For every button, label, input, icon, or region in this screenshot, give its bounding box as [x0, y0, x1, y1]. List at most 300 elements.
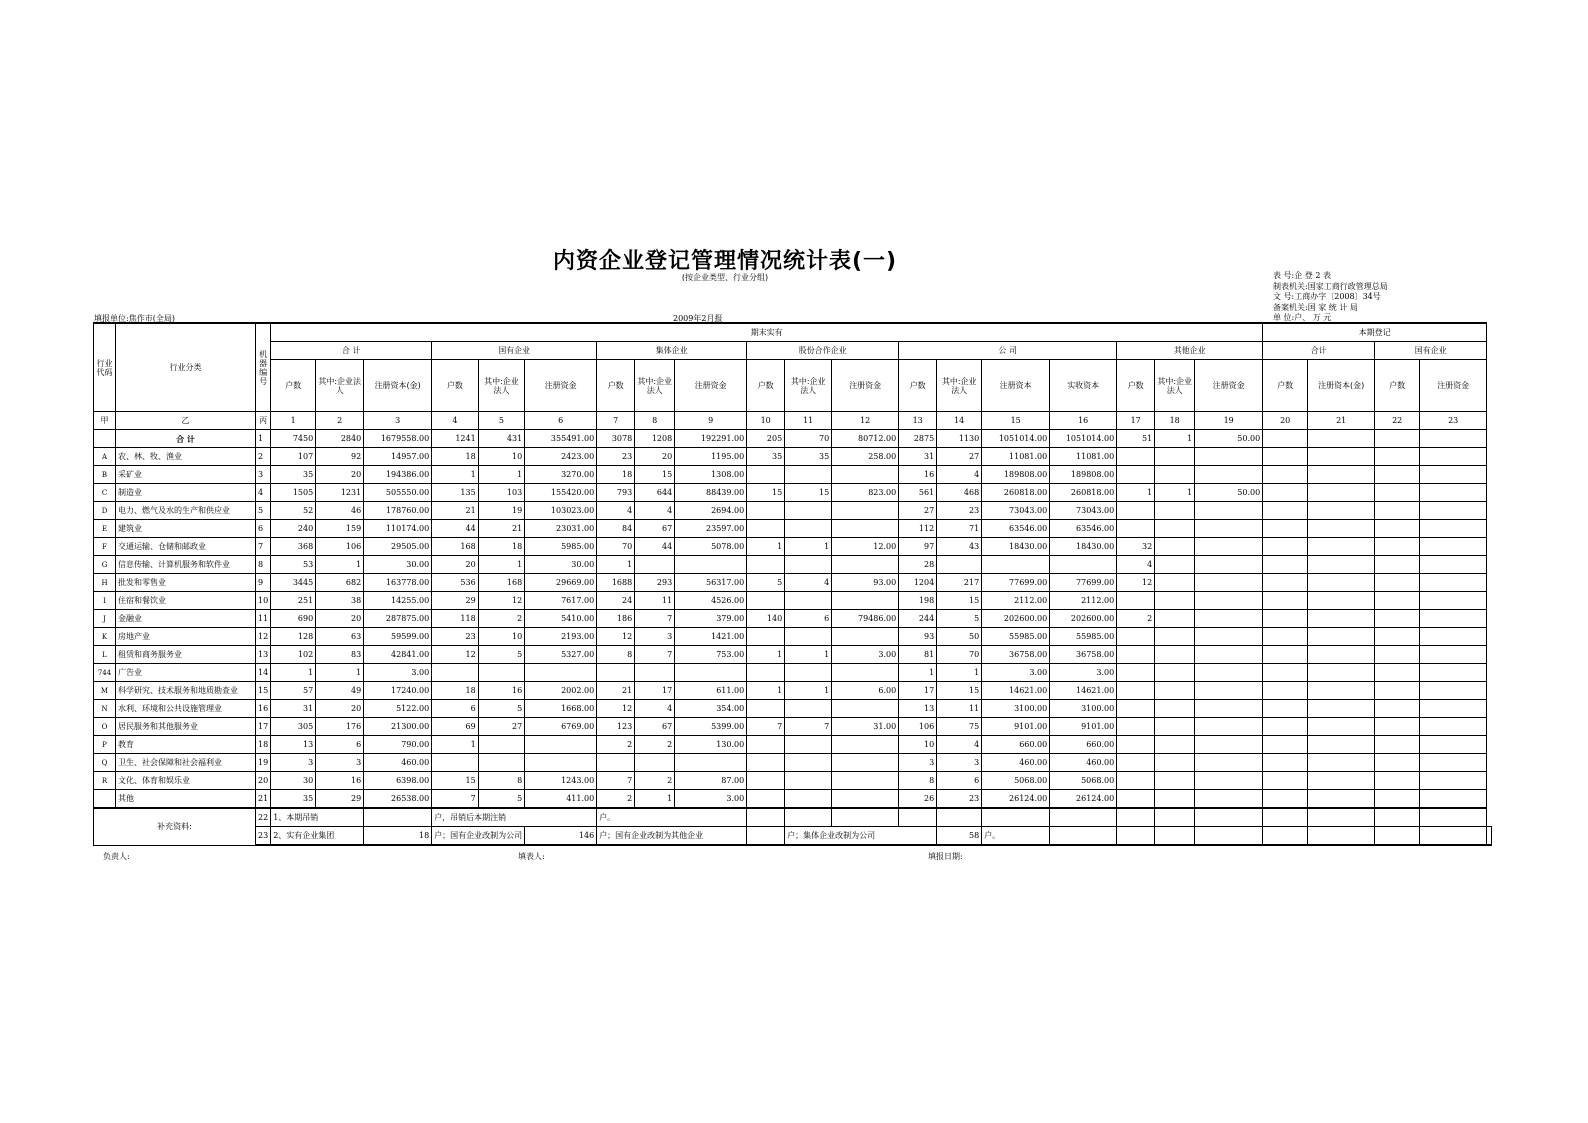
value-cell [1195, 772, 1263, 790]
value-cell: 130.00 [675, 736, 747, 754]
value-cell: 793 [597, 484, 635, 502]
value-cell: 3.00 [832, 646, 899, 664]
index-cell: 18 [1155, 412, 1195, 430]
value-cell: 18430.00 [982, 538, 1050, 556]
value-cell [832, 772, 899, 790]
value-cell: 7 [432, 790, 479, 809]
fill-unit: 填报单位:焦作市(全局) [94, 314, 175, 323]
value-cell: 30.00 [525, 556, 597, 574]
value-cell: 1 [271, 664, 316, 682]
value-cell [1308, 520, 1375, 538]
subheader-hu: 户数 [432, 360, 479, 412]
industry-code: H [94, 574, 116, 592]
supp-empty-cell [1420, 827, 1487, 846]
value-cell: 24 [597, 592, 635, 610]
value-cell [1420, 700, 1487, 718]
value-cell: 2 [478, 610, 525, 628]
industry-name: 其他 [116, 790, 256, 809]
value-cell [1375, 520, 1420, 538]
value-cell: 71 [937, 520, 982, 538]
value-cell [1155, 556, 1195, 574]
supp-state-to-company-label: 户；国有企业改制为公司 [432, 827, 525, 846]
value-cell [1155, 466, 1195, 484]
value-cell: 11081.00 [1050, 448, 1117, 466]
unit: 单 位:户、 万 元 [1273, 313, 1332, 322]
value-cell [1375, 592, 1420, 610]
value-cell: 1195.00 [675, 448, 747, 466]
value-cell [1375, 574, 1420, 592]
value-cell: 4 [937, 466, 982, 484]
value-cell [1420, 484, 1487, 502]
value-cell: 13 [899, 700, 937, 718]
value-cell: 67 [635, 520, 675, 538]
industry-name: 住宿和餐饮业 [116, 592, 256, 610]
value-cell: 660.00 [982, 736, 1050, 754]
industry-code: B [94, 466, 116, 484]
industry-name: 居民服务和其他服务业 [116, 718, 256, 736]
table-row [94, 502, 1492, 520]
index-cell: 8 [635, 412, 675, 430]
table-row [94, 574, 1492, 592]
value-cell [1308, 790, 1375, 809]
value-cell: 3100.00 [1050, 700, 1117, 718]
value-cell: 5078.00 [675, 538, 747, 556]
table-row [94, 592, 1492, 610]
value-cell: 26124.00 [982, 790, 1050, 809]
supp-revoked-label: 1、本期吊销 [271, 808, 364, 827]
value-cell: 16 [478, 682, 525, 700]
value-cell [1420, 466, 1487, 484]
filler-label: 填表人: [518, 852, 545, 861]
value-cell [832, 664, 899, 682]
value-cell [1195, 448, 1263, 466]
value-cell [1195, 466, 1263, 484]
index-cell: 5 [478, 412, 525, 430]
industry-code: D [94, 502, 116, 520]
table-row [94, 772, 1492, 790]
value-cell [785, 592, 832, 610]
value-cell [1195, 592, 1263, 610]
supp-empty-cell [832, 808, 899, 827]
value-cell: 1679558.00 [364, 430, 432, 448]
value-cell [1195, 790, 1263, 809]
value-cell: 7 [597, 772, 635, 790]
value-cell [1308, 754, 1375, 772]
value-cell: 1 [899, 664, 937, 682]
index-cell: 丙 [256, 412, 271, 430]
form-number: 表 号:企 登 2 表 [1273, 271, 1331, 280]
supp-empty-cell [747, 808, 785, 827]
this-period-header: 本期登记 [1263, 323, 1487, 342]
value-cell: 20 [432, 556, 479, 574]
supp-empty-cell [1117, 827, 1155, 846]
supp-row-number: 22 [256, 808, 271, 827]
value-cell: 29 [316, 790, 364, 809]
group-collective-header: 集体企业 [597, 342, 747, 360]
table-row [94, 754, 1492, 772]
value-cell [1420, 502, 1487, 520]
value-cell: 6.00 [832, 682, 899, 700]
value-cell: 251 [271, 592, 316, 610]
index-cell: 11 [785, 412, 832, 430]
value-cell: 43 [937, 538, 982, 556]
value-cell: 7617.00 [525, 592, 597, 610]
value-cell [1155, 664, 1195, 682]
value-cell: 128 [271, 628, 316, 646]
value-cell [1263, 700, 1308, 718]
value-cell [1155, 718, 1195, 736]
value-cell: 16 [899, 466, 937, 484]
value-cell: 460.00 [982, 754, 1050, 772]
value-cell [1375, 538, 1420, 556]
value-cell [1308, 772, 1375, 790]
value-cell [525, 754, 597, 772]
table-row [94, 610, 1492, 628]
subheader-reg_fund: 注册资金 [832, 360, 899, 412]
value-cell: 15 [937, 682, 982, 700]
value-cell [1263, 610, 1308, 628]
value-cell [1195, 574, 1263, 592]
value-cell: 14255.00 [364, 592, 432, 610]
value-cell: 6398.00 [364, 772, 432, 790]
value-cell: 2 [635, 736, 675, 754]
value-cell: 14957.00 [364, 448, 432, 466]
value-cell: 53 [271, 556, 316, 574]
value-cell [1375, 466, 1420, 484]
value-cell: 189808.00 [1050, 466, 1117, 484]
value-cell [1375, 502, 1420, 520]
index-cell: 3 [364, 412, 432, 430]
value-cell: 44 [432, 520, 479, 538]
value-cell: 1130 [937, 430, 982, 448]
value-cell: 19 [478, 502, 525, 520]
value-cell: 77699.00 [1050, 574, 1117, 592]
value-cell: 431 [478, 430, 525, 448]
value-cell [1420, 790, 1487, 809]
filed-by: 备案机关:国 家 统 计 局 [1273, 302, 1358, 312]
group-total-header: 合 计 [271, 342, 432, 360]
value-cell: 3.00 [1050, 664, 1117, 682]
made-by: 制表机关:国家工商行政管理总局 [1273, 281, 1388, 291]
value-cell: 9101.00 [982, 718, 1050, 736]
industry-code: Q [94, 754, 116, 772]
value-cell [1117, 466, 1155, 484]
value-cell: 2694.00 [675, 502, 747, 520]
value-cell: 50 [937, 628, 982, 646]
index-cell: 13 [899, 412, 937, 430]
value-cell [478, 664, 525, 682]
value-cell: 10 [899, 736, 937, 754]
value-cell [1263, 718, 1308, 736]
value-cell: 2423.00 [525, 448, 597, 466]
index-cell: 22 [1375, 412, 1420, 430]
table-row [94, 718, 1492, 736]
value-cell [1155, 682, 1195, 700]
value-cell: 11 [937, 700, 982, 718]
value-cell [1195, 718, 1263, 736]
industry-name: 卫生、社会保障和社会福利业 [116, 754, 256, 772]
supp-collective-label: 户；集体企业改制为公司 [785, 827, 937, 846]
value-cell: 217 [937, 574, 982, 592]
value-cell [1263, 484, 1308, 502]
value-cell: 1 [1155, 430, 1195, 448]
responsible-label: 负责人: [103, 852, 130, 861]
value-cell: 14621.00 [982, 682, 1050, 700]
supp-empty-cell [1155, 827, 1195, 846]
index-cell: 20 [1263, 412, 1308, 430]
value-cell: 5122.00 [364, 700, 432, 718]
value-cell [1420, 448, 1487, 466]
value-cell [1308, 430, 1375, 448]
value-cell: 202600.00 [1050, 610, 1117, 628]
period-end-header: 期末实有 [271, 323, 1263, 342]
value-cell: 7 [635, 610, 675, 628]
value-cell [832, 790, 899, 809]
value-cell [1263, 592, 1308, 610]
value-cell: 51 [1117, 430, 1155, 448]
supp-state-to-company-value: 146 [525, 827, 597, 846]
value-cell: 155420.00 [525, 484, 597, 502]
value-cell: 31 [271, 700, 316, 718]
value-cell: 23031.00 [525, 520, 597, 538]
value-cell [1155, 772, 1195, 790]
value-cell [1263, 682, 1308, 700]
value-cell: 12.00 [832, 538, 899, 556]
value-cell [1420, 556, 1487, 574]
value-cell [1375, 790, 1420, 809]
value-cell: 81 [899, 646, 937, 664]
group-period-state-header: 国有企业 [1375, 342, 1487, 360]
value-cell: 1688 [597, 574, 635, 592]
value-cell [1420, 574, 1487, 592]
value-cell [1375, 754, 1420, 772]
value-cell [785, 502, 832, 520]
value-cell [832, 700, 899, 718]
value-cell: 1 [747, 646, 785, 664]
value-cell: 192291.00 [675, 430, 747, 448]
value-cell: 6 [316, 736, 364, 754]
value-cell: 12 [478, 592, 525, 610]
value-cell: 411.00 [525, 790, 597, 809]
index-cell: 12 [832, 412, 899, 430]
value-cell: 202600.00 [982, 610, 1050, 628]
value-cell: 50.00 [1195, 430, 1263, 448]
value-cell: 20 [316, 610, 364, 628]
value-cell: 23 [432, 628, 479, 646]
value-cell [747, 754, 785, 772]
value-cell: 790.00 [364, 736, 432, 754]
industry-code: I [94, 592, 116, 610]
value-cell [1155, 448, 1195, 466]
value-cell: 106 [899, 718, 937, 736]
value-cell [1308, 484, 1375, 502]
value-cell: 2 [597, 790, 635, 809]
value-cell: 5 [478, 790, 525, 809]
value-cell: 3445 [271, 574, 316, 592]
value-cell [785, 664, 832, 682]
value-cell [1308, 718, 1375, 736]
value-cell: 35 [785, 448, 832, 466]
value-cell: 97 [899, 538, 937, 556]
supp-revoked-value [364, 808, 432, 827]
value-cell: 44 [635, 538, 675, 556]
value-cell [1117, 664, 1155, 682]
supp-empty-cell [1050, 808, 1117, 827]
value-cell: 12 [432, 646, 479, 664]
industry-code: G [94, 556, 116, 574]
value-cell: 5327.00 [525, 646, 597, 664]
value-cell [832, 466, 899, 484]
supp-state-to-other-label: 户；国有企业改制为其他企业 [597, 827, 747, 846]
value-cell: 31.00 [832, 718, 899, 736]
value-cell [785, 628, 832, 646]
value-cell [1420, 628, 1487, 646]
supp-empty-cell [1487, 827, 1492, 846]
value-cell [1375, 736, 1420, 754]
industry-code: F [94, 538, 116, 556]
value-cell: 189808.00 [982, 466, 1050, 484]
industry-code: N [94, 700, 116, 718]
value-cell [1420, 718, 1487, 736]
page-subtitle: (按企业类型、行业分组) [681, 273, 769, 282]
value-cell [1420, 772, 1487, 790]
supp-group-label: 2、实有企业集团 [271, 827, 364, 846]
value-cell: 1 [1117, 484, 1155, 502]
value-cell: 18 [478, 538, 525, 556]
value-cell: 1 [478, 466, 525, 484]
industry-name: 文化、体育和娱乐业 [116, 772, 256, 790]
value-cell: 6 [937, 772, 982, 790]
value-cell: 69 [432, 718, 479, 736]
value-cell [1195, 538, 1263, 556]
value-cell: 15 [432, 772, 479, 790]
value-cell: 1 [785, 538, 832, 556]
value-cell: 186 [597, 610, 635, 628]
value-cell: 15 [747, 484, 785, 502]
subheader-hu: 户数 [899, 360, 937, 412]
value-cell: 3078 [597, 430, 635, 448]
value-cell: 8 [478, 772, 525, 790]
value-cell [1308, 502, 1375, 520]
value-cell [1195, 664, 1263, 682]
supp-row-number: 23 [256, 827, 271, 846]
supp-state-to-other-value [747, 827, 785, 846]
value-cell [1420, 538, 1487, 556]
value-cell [1195, 556, 1263, 574]
value-cell: 21 [597, 682, 635, 700]
value-cell: 70 [937, 646, 982, 664]
subheader-faren: 其中:企业法人 [785, 360, 832, 412]
value-cell: 1421.00 [675, 628, 747, 646]
value-cell [1420, 610, 1487, 628]
value-cell: 3 [899, 754, 937, 772]
value-cell: 10 [478, 448, 525, 466]
value-cell: 80712.00 [832, 430, 899, 448]
industry-code: O [94, 718, 116, 736]
subheader-reg_cap_total: 注册资本(金) [1308, 360, 1375, 412]
value-cell: 1051014.00 [1050, 430, 1117, 448]
value-cell: 123 [597, 718, 635, 736]
group-period-total-header: 合计 [1263, 342, 1375, 360]
value-cell: 3 [937, 754, 982, 772]
value-cell: 84 [597, 520, 635, 538]
industry-name: 采矿业 [116, 466, 256, 484]
value-cell [1308, 538, 1375, 556]
value-cell [1375, 610, 1420, 628]
supplement-label: 补充资料: [94, 808, 256, 845]
row-number: 8 [256, 556, 271, 574]
value-cell: 1668.00 [525, 700, 597, 718]
value-cell [747, 556, 785, 574]
value-cell: 70 [597, 538, 635, 556]
index-cell: 17 [1117, 412, 1155, 430]
value-cell: 9101.00 [1050, 718, 1117, 736]
subheader-faren: 其中:企业法人 [1155, 360, 1195, 412]
value-cell: 50.00 [1195, 484, 1263, 502]
value-cell: 4 [635, 502, 675, 520]
value-cell: 23 [937, 502, 982, 520]
value-cell [1117, 646, 1155, 664]
value-cell: 2 [597, 736, 635, 754]
value-cell: 79486.00 [832, 610, 899, 628]
subheader-reg_fund: 注册资金 [1420, 360, 1487, 412]
value-cell: 12 [1117, 574, 1155, 592]
index-cell: 15 [982, 412, 1050, 430]
value-cell: 2112.00 [1050, 592, 1117, 610]
value-cell [982, 556, 1050, 574]
index-cell: 6 [525, 412, 597, 430]
value-cell [1195, 754, 1263, 772]
supp-empty-cell [1117, 808, 1155, 827]
value-cell: 823.00 [832, 484, 899, 502]
supp-empty-cell [1155, 808, 1195, 827]
value-cell: 293 [635, 574, 675, 592]
value-cell [1375, 430, 1420, 448]
value-cell [1263, 790, 1308, 809]
value-cell [1155, 700, 1195, 718]
industry-name: 房地产业 [116, 628, 256, 646]
subheader-hu: 户数 [1263, 360, 1308, 412]
value-cell: 12 [597, 700, 635, 718]
index-cell: 23 [1420, 412, 1487, 430]
value-cell: 27 [478, 718, 525, 736]
value-cell [785, 520, 832, 538]
value-cell: 14621.00 [1050, 682, 1117, 700]
value-cell [1308, 610, 1375, 628]
index-cell: 10 [747, 412, 785, 430]
value-cell [1375, 772, 1420, 790]
value-cell: 118 [432, 610, 479, 628]
value-cell: 102 [271, 646, 316, 664]
value-cell: 354.00 [675, 700, 747, 718]
value-cell: 4 [937, 736, 982, 754]
fill-date-label: 填报日期: [928, 852, 963, 861]
value-cell: 2 [635, 772, 675, 790]
value-cell: 287875.00 [364, 610, 432, 628]
subheader-reg_fund: 注册资金 [1195, 360, 1263, 412]
value-cell: 63546.00 [982, 520, 1050, 538]
value-cell: 4 [635, 700, 675, 718]
table-row [94, 520, 1492, 538]
value-cell [1155, 790, 1195, 809]
value-cell [1155, 736, 1195, 754]
value-cell: 3.00 [675, 790, 747, 809]
index-cell: 2 [316, 412, 364, 430]
value-cell [1155, 502, 1195, 520]
value-cell: 5985.00 [525, 538, 597, 556]
value-cell [785, 556, 832, 574]
value-cell [785, 754, 832, 772]
